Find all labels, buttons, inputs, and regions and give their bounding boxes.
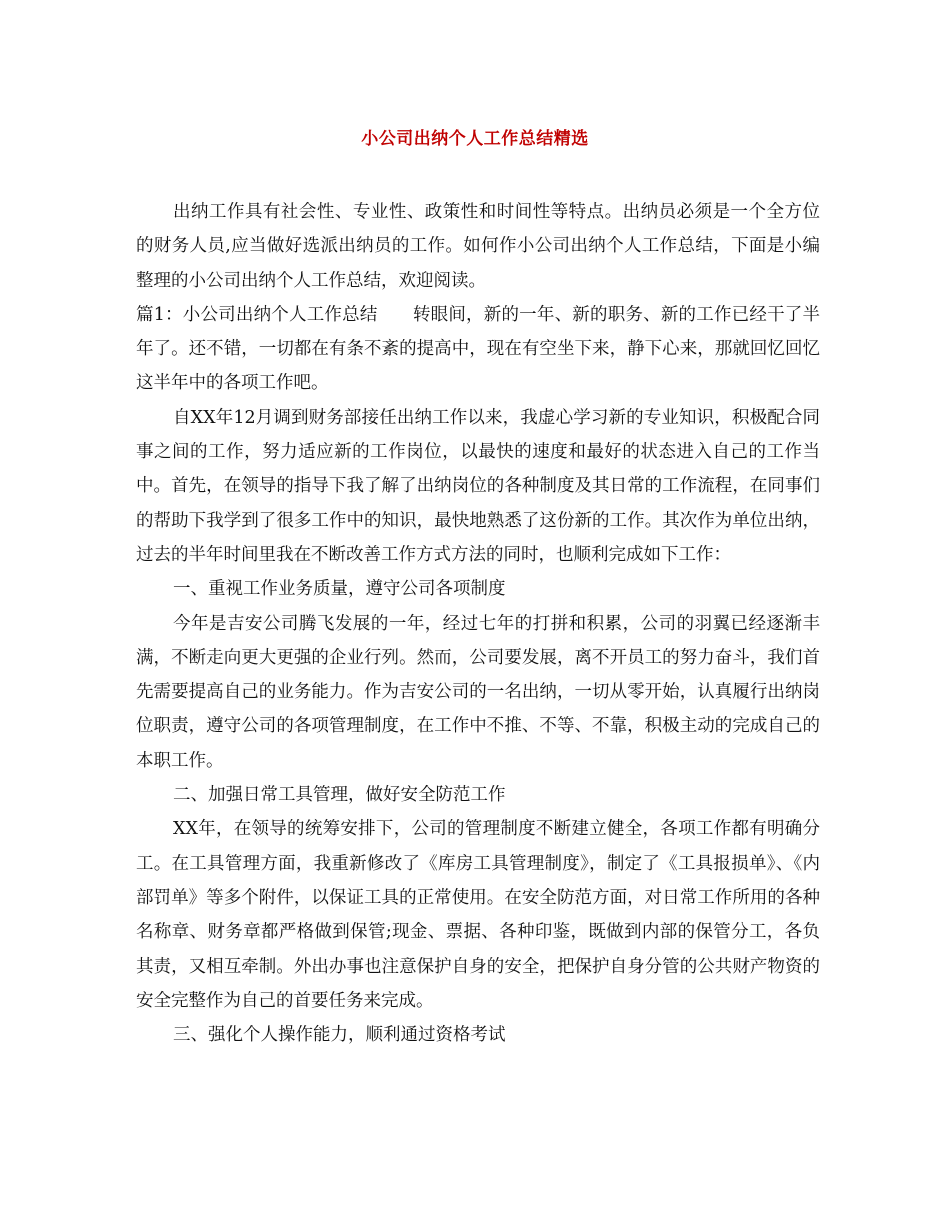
section-heading-2: 二、加强日常工具管理，做好安全防范工作 (173, 785, 506, 806)
document-title: 小公司出纳个人工作总结精选 (361, 129, 589, 149)
paragraph-intro: 出纳工作具有社会性、专业性、政策性和时间性等特点。出纳员必须是一个全方位的财务人员,应当做好选派出纳员的工作。如何作小公司出纳个人工作总结，下面是小编整理的小公司出纳个人工作总结，欢迎阅读。 (136, 202, 820, 291)
section-heading-3: 三、强化个人操作能力，顺利通过资格考试 (173, 1025, 506, 1046)
paragraph-section-1: 今年是吉安公司腾飞发展的一年，经过七年的打拼和积累，公司的羽翼已经逐渐丰满，不断走向更大更强的企业行列。然而，公司要发展，离不开员工的努力奋斗，我们首先需要提高自己的业务能力。作为吉安公司的一名出纳，一切从零开始，认真履行出纳岗位职责，遵守公司的各项管理制度，在工作中不推、不等、不靠，积极主动的完成自己的本职工作。 (136, 613, 820, 771)
paragraph-work-start: 自XX年12月调到财务部接任出纳工作以来，我虚心学习新的专业知识，积极配合同事之间的工作，努力适应新的工作岗位，以最快的速度和最好的状态进入自己的工作当中。首先，在领导的指导下我了解了出纳岗位的各种制度及其日常的工作流程，在同事们的帮助下我学到了很多工作中的知识，最快地熟悉了这份新的工作。其次作为单位出纳，过去的半年时间里我在不断改善工作方式方法的同时，也顺利完成如下工作： (136, 407, 820, 565)
section-heading-1: 一、重视工作业务质量，遵守公司各项制度 (173, 579, 506, 600)
document-body (136, 195, 820, 1052)
paragraph-section-2: XX年，在领导的统筹安排下，公司的管理制度不断建立健全，各项工作都有明确分工。在工具管理方面，我重新修改了《库房工具管理制度》，制定了《工具报损单》、《内部罚单》等多个附件，以保证工具的正常使用。在安全防范方面，对日常工作所用的各种名称章、财务章都严格做到保管;现金、票据、各种印鉴，既做到内部的保管分工，各负其责，又相互牵制。外出办事也注意保护自身的安全，把保护自身分管的公共财产物资的安全完整作为自己的首要任务来完成。 (136, 819, 820, 1011)
paragraph-chapter-1-opening: 篇1：小公司出纳个人工作总结 转眼间，新的一年、新的职务、新的工作已经干了半年了。还不错，一切都在有条不紊的提高中，现在有空坐下来，静下心来，那就回忆回忆这半年中的各项工作吧。 (136, 304, 820, 394)
